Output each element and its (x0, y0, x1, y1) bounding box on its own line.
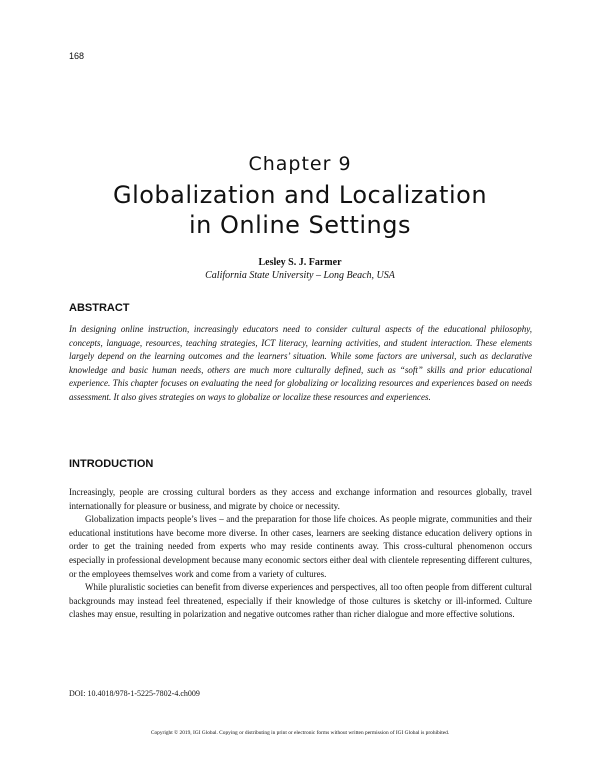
intro-paragraph-3: While pluralistic societies can benefit from diverse experiences and perspectives, all too often people from different cultural backgrounds may instead feel threatened, especially if their knowledge of those cultures is sketchy or ill-informed. Culture clashes may ensue, resulting in polarization and negative outcomes rather than richer dialogue and more effective solutions. (69, 582, 532, 620)
abstract-text: In designing online instruction, increasingly educators need to consider cultural aspects of the educational philosophy, concepts, language, resources, teaching strategies, ICT literacy, learning activities, and student interaction. These elements largely depend on the learning outcomes and the learners’ situation. While some factors are universal, such as declarative knowledge and basic human needs, others are much more culturally defined, such as “soft” skills and prior educational experience. This chapter focuses on evaluating the need for globalizing or localizing resources and experiences based on needs assessment. It also gives strategies on ways to globalize or localize these resources and experiences. (69, 324, 532, 402)
chapter-title (40, 180, 560, 240)
chapter-title-line-1: Globalization and Localization (112, 181, 488, 209)
chapter-label: Chapter 9 (248, 153, 352, 175)
copyright-notice: Copyright © 2019, IGI Global. Copying or distributing in print or electronic forms without written permission of IGI Global is prohibited. (150, 730, 450, 736)
author-name: Lesley S. J. Farmer (258, 257, 342, 268)
chapter-title-line-2: in Online Settings (189, 211, 411, 239)
introduction-body (69, 486, 532, 622)
intro-paragraph-2: Globalization impacts people’s lives – and the preparation for those life choices. As people migrate, communities and their educational institutions have become more diverse. In other cases, learners are seeking distance education delivery options in order to get the training needed from experts who may reside continents away. This cross-cultural phenomenon occurs especially in professional development because many economic sectors either deal with clientele representing different cultures, or the employees themselves work and come from a variety of cultures. (69, 514, 532, 579)
introduction-heading: INTRODUCTION (69, 458, 154, 470)
intro-paragraph-1: Increasingly, people are crossing cultural borders as they access and exchange information and resources globally, travel internationally for pleasure or business, and migrate by choice or necessity. (69, 487, 532, 511)
page-number: 168 (69, 51, 85, 61)
doi: DOI: 10.4018/978-1-5225-7802-4.ch009 (69, 689, 200, 698)
author-affiliation: California State University – Long Beach, USA (205, 270, 395, 281)
abstract-heading: ABSTRACT (69, 302, 130, 314)
author-block (0, 256, 600, 282)
